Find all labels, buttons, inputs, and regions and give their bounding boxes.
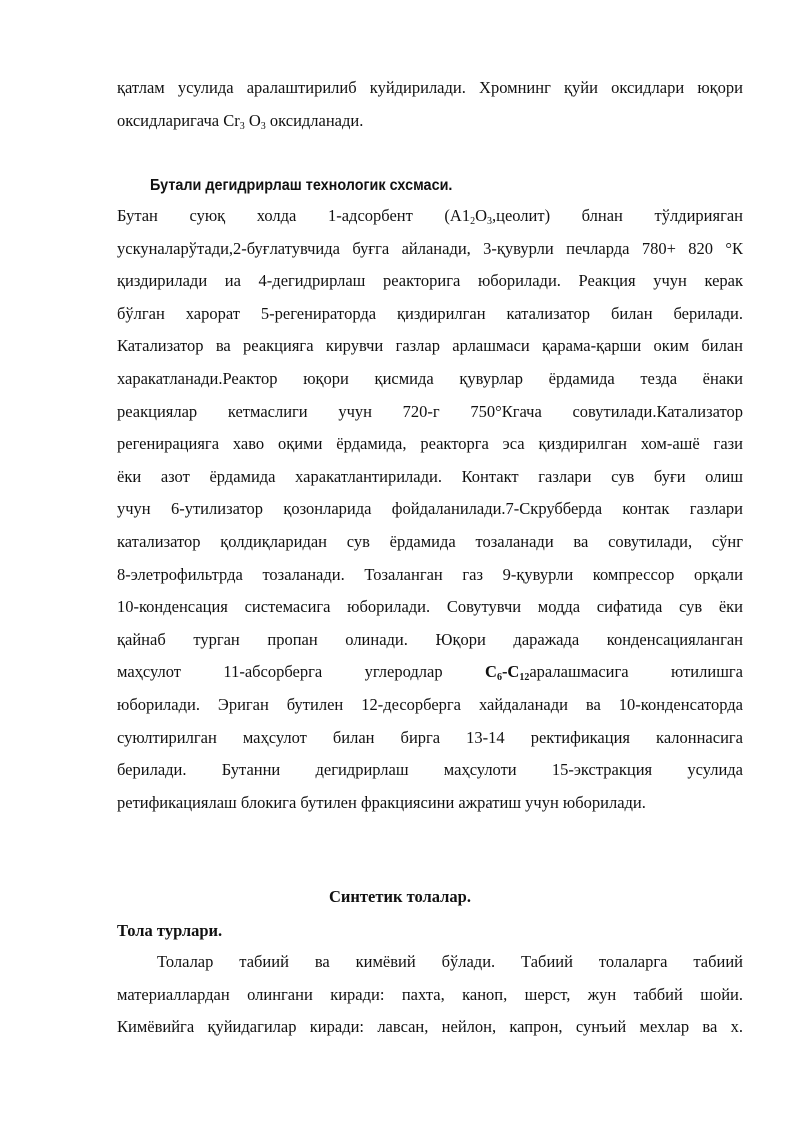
text-line: регенирацияга хаво оқими ёрдамида, реакторга эса қиздирилган хом-ашё гази (117, 434, 743, 454)
subsection-heading-fiber-types: Тола турлари. (117, 921, 223, 940)
text-line: Толалар табиий ва кимёвий бўлади. Табиий толаларга табиий (157, 952, 743, 971)
text-line: Кимёвийга қуйидагилар киради: лавсан, нейлон, капрон, сунъий мехлар ва х. (117, 1017, 743, 1037)
text-line: қиздирилади иа 4-дегидрирлаш реакторига юборилади. Реакция учун керак (117, 271, 743, 291)
text-line: суюлтирилган маҳсулот билан бирга 13-14 ректификация калоннасига (117, 727, 743, 747)
text-line: реакциялар кетмаслиги учун 720-г 750°Кгача совутилади.Катализатор (117, 401, 743, 421)
dehydrogenation-paragraph (117, 200, 743, 819)
text-line: материаллардан олингани киради: пахта, каноп, шерст, жун таббий шойи. (117, 984, 743, 1004)
text-line: маҳсулот 11-абсорберга углеродлар $C_6-C_{12}аралашмасига$ ютилишга (117, 662, 743, 684)
text-line: ускуналарўтади,2-буғлатувчида буғга айланади, 3-қувурли печларда 780+ 820 °К (117, 238, 743, 258)
text-line: 10-конденсация системасига юборилади. Совутувчи модда сифатида сув ёки (117, 597, 743, 617)
text-line: берилади. Бутанни дегидрирлаш маҳсулоти 15-экстракция усулида (117, 760, 743, 780)
text-line: катализатор қолдиқларидан сув ёрдамида тозаланади ва совутилади, сўнг (117, 531, 743, 551)
text-line: бўлган харорат 5-регениратoрда қиздирилган катализатор билан берилади. (117, 303, 743, 323)
fiber-types-paragraph (117, 946, 743, 1044)
text-line: харакатланади.Реактор юқори қисмида қувурлар ёрдамида тезда ёнаки (117, 368, 743, 388)
text-line: ёки азот ёрдамида харакатлантирилади. Контакт газлари сув буғи олиш (117, 466, 743, 486)
section-heading-dehydrogenation: Бутали дегидрирлаш технологик схсмаси. (150, 177, 453, 194)
text-line: Бутан суюқ холда 1-адсорбент $(А1_2O_3,цеолит)$ блнан тўлдирияган (117, 206, 743, 227)
formula-c6-c12: $C_6-C_{12}$ (485, 662, 530, 684)
text-line: ретификациялаш блокига бутилен фракциясини ажратиш учун юборилади. (117, 792, 646, 812)
text-line: қатлам усулида аралаштирилиб куйдирилади. Хромнинг қуйи оксидлари юқори (117, 78, 743, 97)
text-line: учун 6-утилизатор қозонларида фойдаланилади.7-Скрубберда контак газлари (117, 499, 743, 519)
text-line: 8-элетрофильтрда тозаланади. Тозаланган газ 9-қувурли компрессор орқали (117, 564, 743, 584)
text-line: қайнаб турган пропан олинади. Юқори даражада конденсацияланган (117, 629, 743, 649)
text-line: оксидларигача $Cr_3$ $O_3$ оксидланади. (117, 110, 364, 132)
text-line: юборилади. Эриган бутилен 12-десорберга хайдаланади ва 10-конденсаторда (117, 694, 743, 714)
section-title-synthetic-fibers: Синтетик толалар. (329, 887, 471, 906)
text-line: Катализатор ва реакцияга кирувчи газлар арлашмаси қарама-қарши оким билан (117, 336, 743, 356)
intro-paragraph (117, 72, 743, 137)
